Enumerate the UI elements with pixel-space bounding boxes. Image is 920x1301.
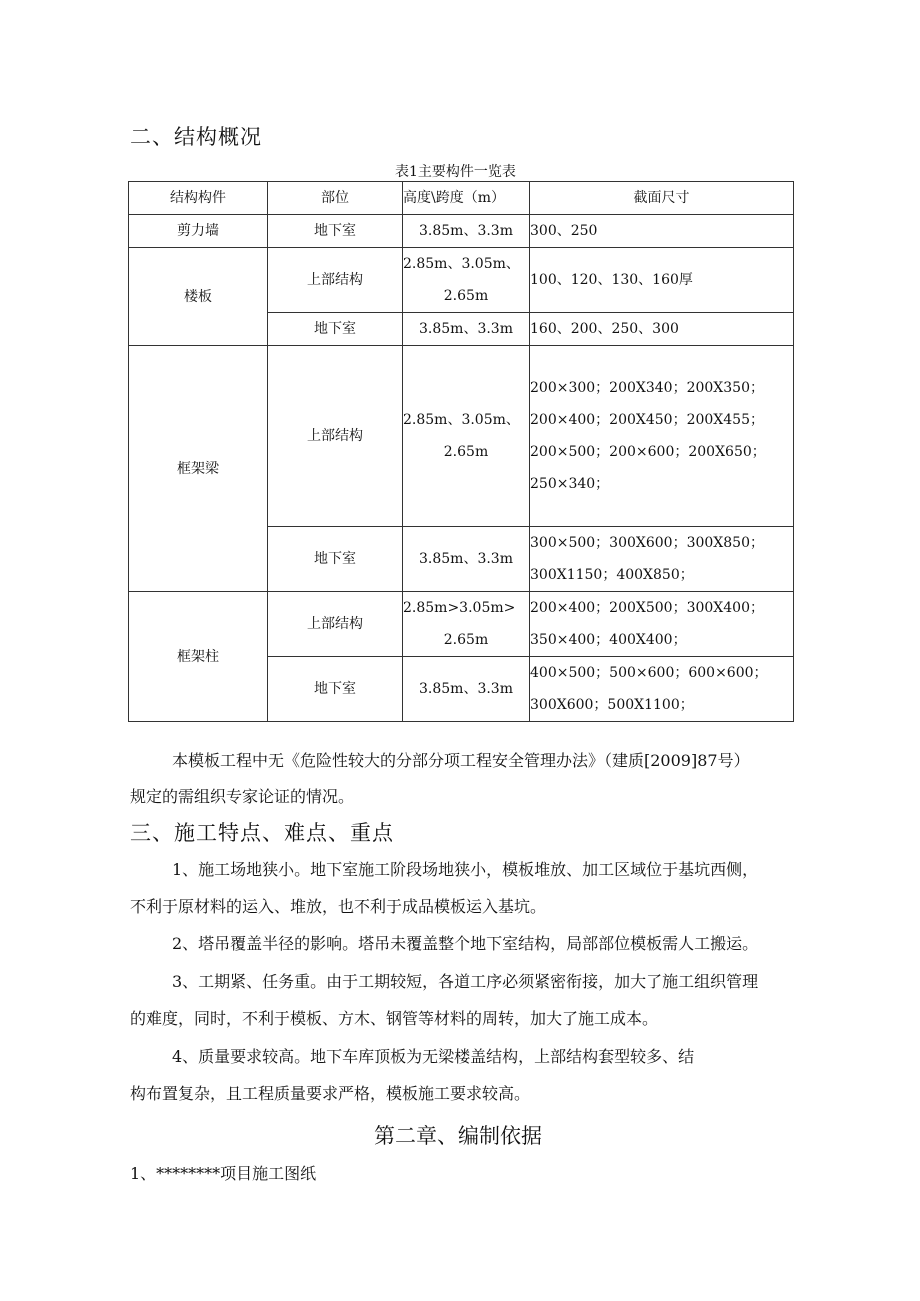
section-line: 300X600；500X1100； bbox=[530, 697, 694, 713]
location-cell: 上部结构 bbox=[268, 346, 403, 527]
location-cell: 地下室 bbox=[268, 313, 403, 346]
section-cell bbox=[530, 592, 794, 657]
location-cell: 地下室 bbox=[268, 527, 403, 592]
section-cell bbox=[530, 527, 794, 592]
header-location: 部位 bbox=[268, 182, 403, 215]
height-cell: 3.85m、3.3m bbox=[403, 313, 530, 346]
component-shear-wall: 剪力墙 bbox=[129, 215, 268, 248]
section-line: 300×500；300X600；300X850； bbox=[530, 535, 764, 551]
note-line-2: 规定的需组织专家论证的情况。 bbox=[130, 787, 355, 806]
table-row bbox=[129, 248, 794, 313]
table-row bbox=[129, 592, 794, 657]
item-4-line-1: 4、质量要求较高。地下车库顶板为无梁楼盖结构，上部结构套型较多、结 bbox=[172, 1047, 695, 1066]
component-slab: 楼板 bbox=[129, 248, 268, 346]
section-cell bbox=[530, 657, 794, 722]
item-3-line-1: 3、工期紧、任务重。由于工期较短，各道工序必须紧密衔接，加大了施工组织管理 bbox=[172, 972, 759, 991]
components-table bbox=[128, 181, 794, 722]
height-cell bbox=[403, 248, 530, 313]
height-line: 2.85m、3.05m、 bbox=[403, 412, 520, 428]
location-cell: 地下室 bbox=[268, 657, 403, 722]
height-cell bbox=[403, 592, 530, 657]
section-cell: 300、250 bbox=[530, 215, 794, 248]
section-3-title: 三、施工特点、难点、重点 bbox=[130, 821, 394, 845]
height-line: 2.85m>3.05m> bbox=[403, 600, 516, 616]
item-2-line-1: 2、塔吊覆盖半径的影响。塔吊未覆盖整个地下室结构，局部部位模板需人工搬运。 bbox=[172, 934, 759, 953]
table-header-row bbox=[129, 182, 794, 215]
height-cell: 3.85m、3.3m bbox=[403, 527, 530, 592]
item-1-line-1: 1、施工场地狭小。地下室施工阶段场地狭小，模板堆放、加工区域位于基坑西侧， bbox=[172, 860, 759, 879]
section-line: 200×300；200X340；200X350； bbox=[530, 380, 764, 396]
section-line: 300X1150；400X850； bbox=[530, 567, 694, 583]
section-line: 200×500；200×600；200X650； bbox=[530, 444, 766, 460]
item-3-line-2: 的难度，同时，不利于模板、方木、钢管等材料的周转，加大了施工成本。 bbox=[130, 1009, 659, 1028]
height-line: 2.65m bbox=[443, 288, 489, 304]
section-cell: 160、200、250、300 bbox=[530, 313, 794, 346]
section-line: 200×400；200X450；200X455； bbox=[530, 412, 764, 428]
header-height: 高度\跨度（m） bbox=[403, 182, 530, 215]
header-section: 截面尺寸 bbox=[530, 182, 794, 215]
component-frame-beam: 框架梁 bbox=[129, 346, 268, 592]
location-cell: 地下室 bbox=[268, 215, 403, 248]
height-cell: 3.85m、3.3m bbox=[403, 215, 530, 248]
section-line: 400×500；500×600；600×600； bbox=[530, 665, 768, 681]
header-component: 结构构件 bbox=[129, 182, 268, 215]
height-line: 2.65m bbox=[443, 632, 489, 648]
basis-item-1: 1、********项目施工图纸 bbox=[130, 1164, 317, 1183]
component-frame-column: 框架柱 bbox=[129, 592, 268, 722]
section-cell bbox=[530, 346, 794, 527]
section-line: 200×400；200X500；300X400； bbox=[530, 600, 764, 616]
section-2-title: 二、结构概况 bbox=[130, 125, 262, 149]
location-cell: 上部结构 bbox=[268, 248, 403, 313]
table-row bbox=[129, 215, 794, 248]
section-cell: 100、120、130、160厚 bbox=[530, 248, 794, 313]
chapter-2-title: 第二章、编制依据 bbox=[374, 1124, 542, 1148]
item-4-line-2: 构布置复杂，且工程质量要求严格，模板施工要求较高。 bbox=[130, 1084, 531, 1103]
section-line: 250×340； bbox=[530, 476, 610, 492]
height-cell bbox=[403, 346, 530, 527]
height-line: 2.85m、3.05m、 bbox=[403, 256, 520, 272]
item-1-line-2: 不利于原材料的运入、堆放，也不利于成品模板运入基坑。 bbox=[130, 897, 547, 916]
table-row bbox=[129, 346, 794, 527]
height-cell: 3.85m、3.3m bbox=[403, 657, 530, 722]
height-line: 2.65m bbox=[443, 444, 489, 460]
location-cell: 上部结构 bbox=[268, 592, 403, 657]
section-line: 350×400；400X400； bbox=[530, 632, 687, 648]
table-caption: 表1主要构件一览表 bbox=[395, 164, 516, 180]
note-line-1: 本模板工程中无《危险性较大的分部分项工程安全管理办法》（建质[2009]87号） bbox=[172, 751, 750, 770]
